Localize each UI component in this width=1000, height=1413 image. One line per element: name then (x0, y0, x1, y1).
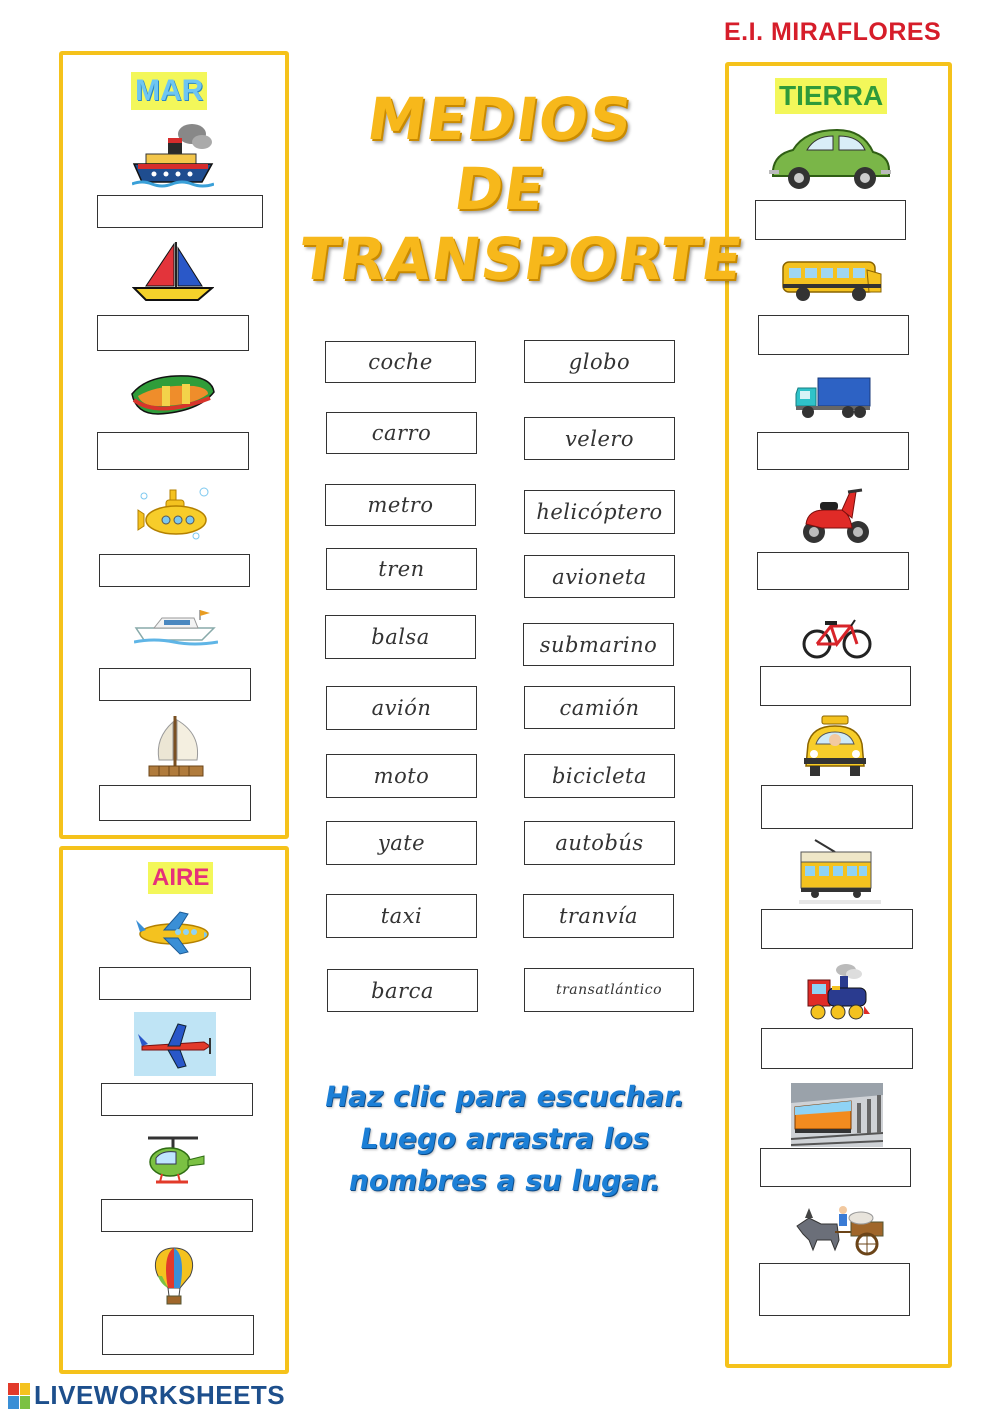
bus-icon[interactable] (779, 258, 883, 304)
air-drop-3[interactable] (101, 1199, 253, 1232)
word-card-right-1[interactable]: globo (524, 340, 675, 383)
school-name: E.I. MIRAFLORES (724, 18, 942, 46)
motorcycle-icon[interactable] (798, 484, 872, 546)
word-card-right-3[interactable]: helicóptero (524, 490, 675, 534)
sea-drop-6[interactable] (99, 785, 251, 821)
word-card-right-8[interactable]: autobús (524, 821, 675, 865)
car-icon[interactable] (767, 124, 893, 194)
brand-name: LIVEWORKSHEETS (34, 1380, 286, 1410)
word-card-left-4[interactable]: tren (326, 548, 477, 590)
title-line-2: DE (450, 155, 550, 223)
truck-icon[interactable] (794, 374, 872, 420)
metro-train-icon[interactable] (791, 1083, 883, 1147)
tram-icon[interactable] (795, 838, 881, 908)
land-drop-6[interactable] (761, 785, 913, 829)
hot-air-balloon-icon[interactable] (150, 1246, 198, 1306)
steamship-icon[interactable] (132, 120, 214, 188)
liveworksheets-logo-icon (8, 1383, 30, 1409)
word-card-right-7[interactable]: bicicleta (524, 754, 675, 798)
word-card-left-7[interactable]: moto (326, 754, 477, 798)
land-drop-10[interactable] (759, 1263, 910, 1316)
land-drop-2[interactable] (758, 315, 909, 355)
land-drop-3[interactable] (757, 432, 909, 470)
sea-drop-3[interactable] (97, 432, 249, 470)
land-drop-8[interactable] (761, 1028, 913, 1069)
land-drop-5[interactable] (760, 666, 911, 706)
word-card-right-5[interactable]: submarino (523, 623, 674, 666)
sea-drop-5[interactable] (99, 668, 251, 701)
word-card-left-10[interactable]: barca (327, 969, 478, 1012)
helicopter-icon[interactable] (142, 1130, 208, 1194)
taxi-icon[interactable] (800, 714, 870, 780)
land-drop-1[interactable] (755, 200, 906, 240)
land-drop-7[interactable] (761, 909, 913, 949)
bicycle-icon[interactable] (801, 616, 873, 660)
air-drop-4[interactable] (102, 1315, 254, 1355)
horse-cart-icon[interactable] (791, 1196, 887, 1260)
steam-train-icon[interactable] (806, 962, 870, 1026)
sailboat-icon[interactable] (132, 238, 214, 304)
sea-drop-1[interactable] (97, 195, 263, 228)
title-line-1: MEDIOS (363, 85, 637, 153)
word-card-right-2[interactable]: velero (524, 417, 675, 460)
word-card-right-10[interactable]: transatlántico (524, 968, 694, 1012)
air-drop-1[interactable] (99, 967, 251, 1000)
submarine-icon[interactable] (134, 484, 214, 544)
word-card-left-1[interactable]: coche (325, 341, 476, 383)
rowboat-icon[interactable] (128, 366, 218, 426)
word-card-left-9[interactable]: taxi (326, 894, 477, 938)
instructions-line-2: Luego arrastra los (357, 1122, 653, 1155)
word-card-left-3[interactable]: metro (325, 484, 476, 526)
raft-icon[interactable] (145, 714, 207, 780)
sea-drop-4[interactable] (99, 554, 250, 587)
brand-footer (8, 1380, 285, 1411)
word-card-left-8[interactable]: yate (326, 821, 477, 865)
air-drop-2[interactable] (101, 1083, 253, 1116)
sea-label: MAR (131, 72, 207, 110)
word-card-right-6[interactable]: camión (524, 686, 675, 729)
air-label: AIRE (148, 862, 213, 894)
word-card-left-2[interactable]: carro (326, 412, 477, 454)
instructions-line-3: nombres a su lugar. (346, 1164, 664, 1197)
word-card-left-6[interactable]: avión (326, 686, 477, 730)
yacht-icon[interactable] (134, 606, 218, 646)
word-card-right-4[interactable]: avioneta (524, 555, 675, 598)
instructions-line-1: Haz clic para escuchar. (322, 1080, 688, 1113)
land-drop-4[interactable] (757, 552, 909, 590)
land-label: TIERRA (775, 78, 887, 114)
sea-drop-2[interactable] (97, 315, 249, 351)
light-aircraft-icon[interactable] (134, 1012, 216, 1076)
word-card-right-9[interactable]: tranvía (523, 894, 674, 938)
word-card-left-5[interactable]: balsa (325, 615, 476, 659)
plane-icon[interactable] (134, 908, 214, 958)
land-drop-9[interactable] (760, 1148, 911, 1187)
title-line-3: TRANSPORTE (295, 225, 748, 293)
